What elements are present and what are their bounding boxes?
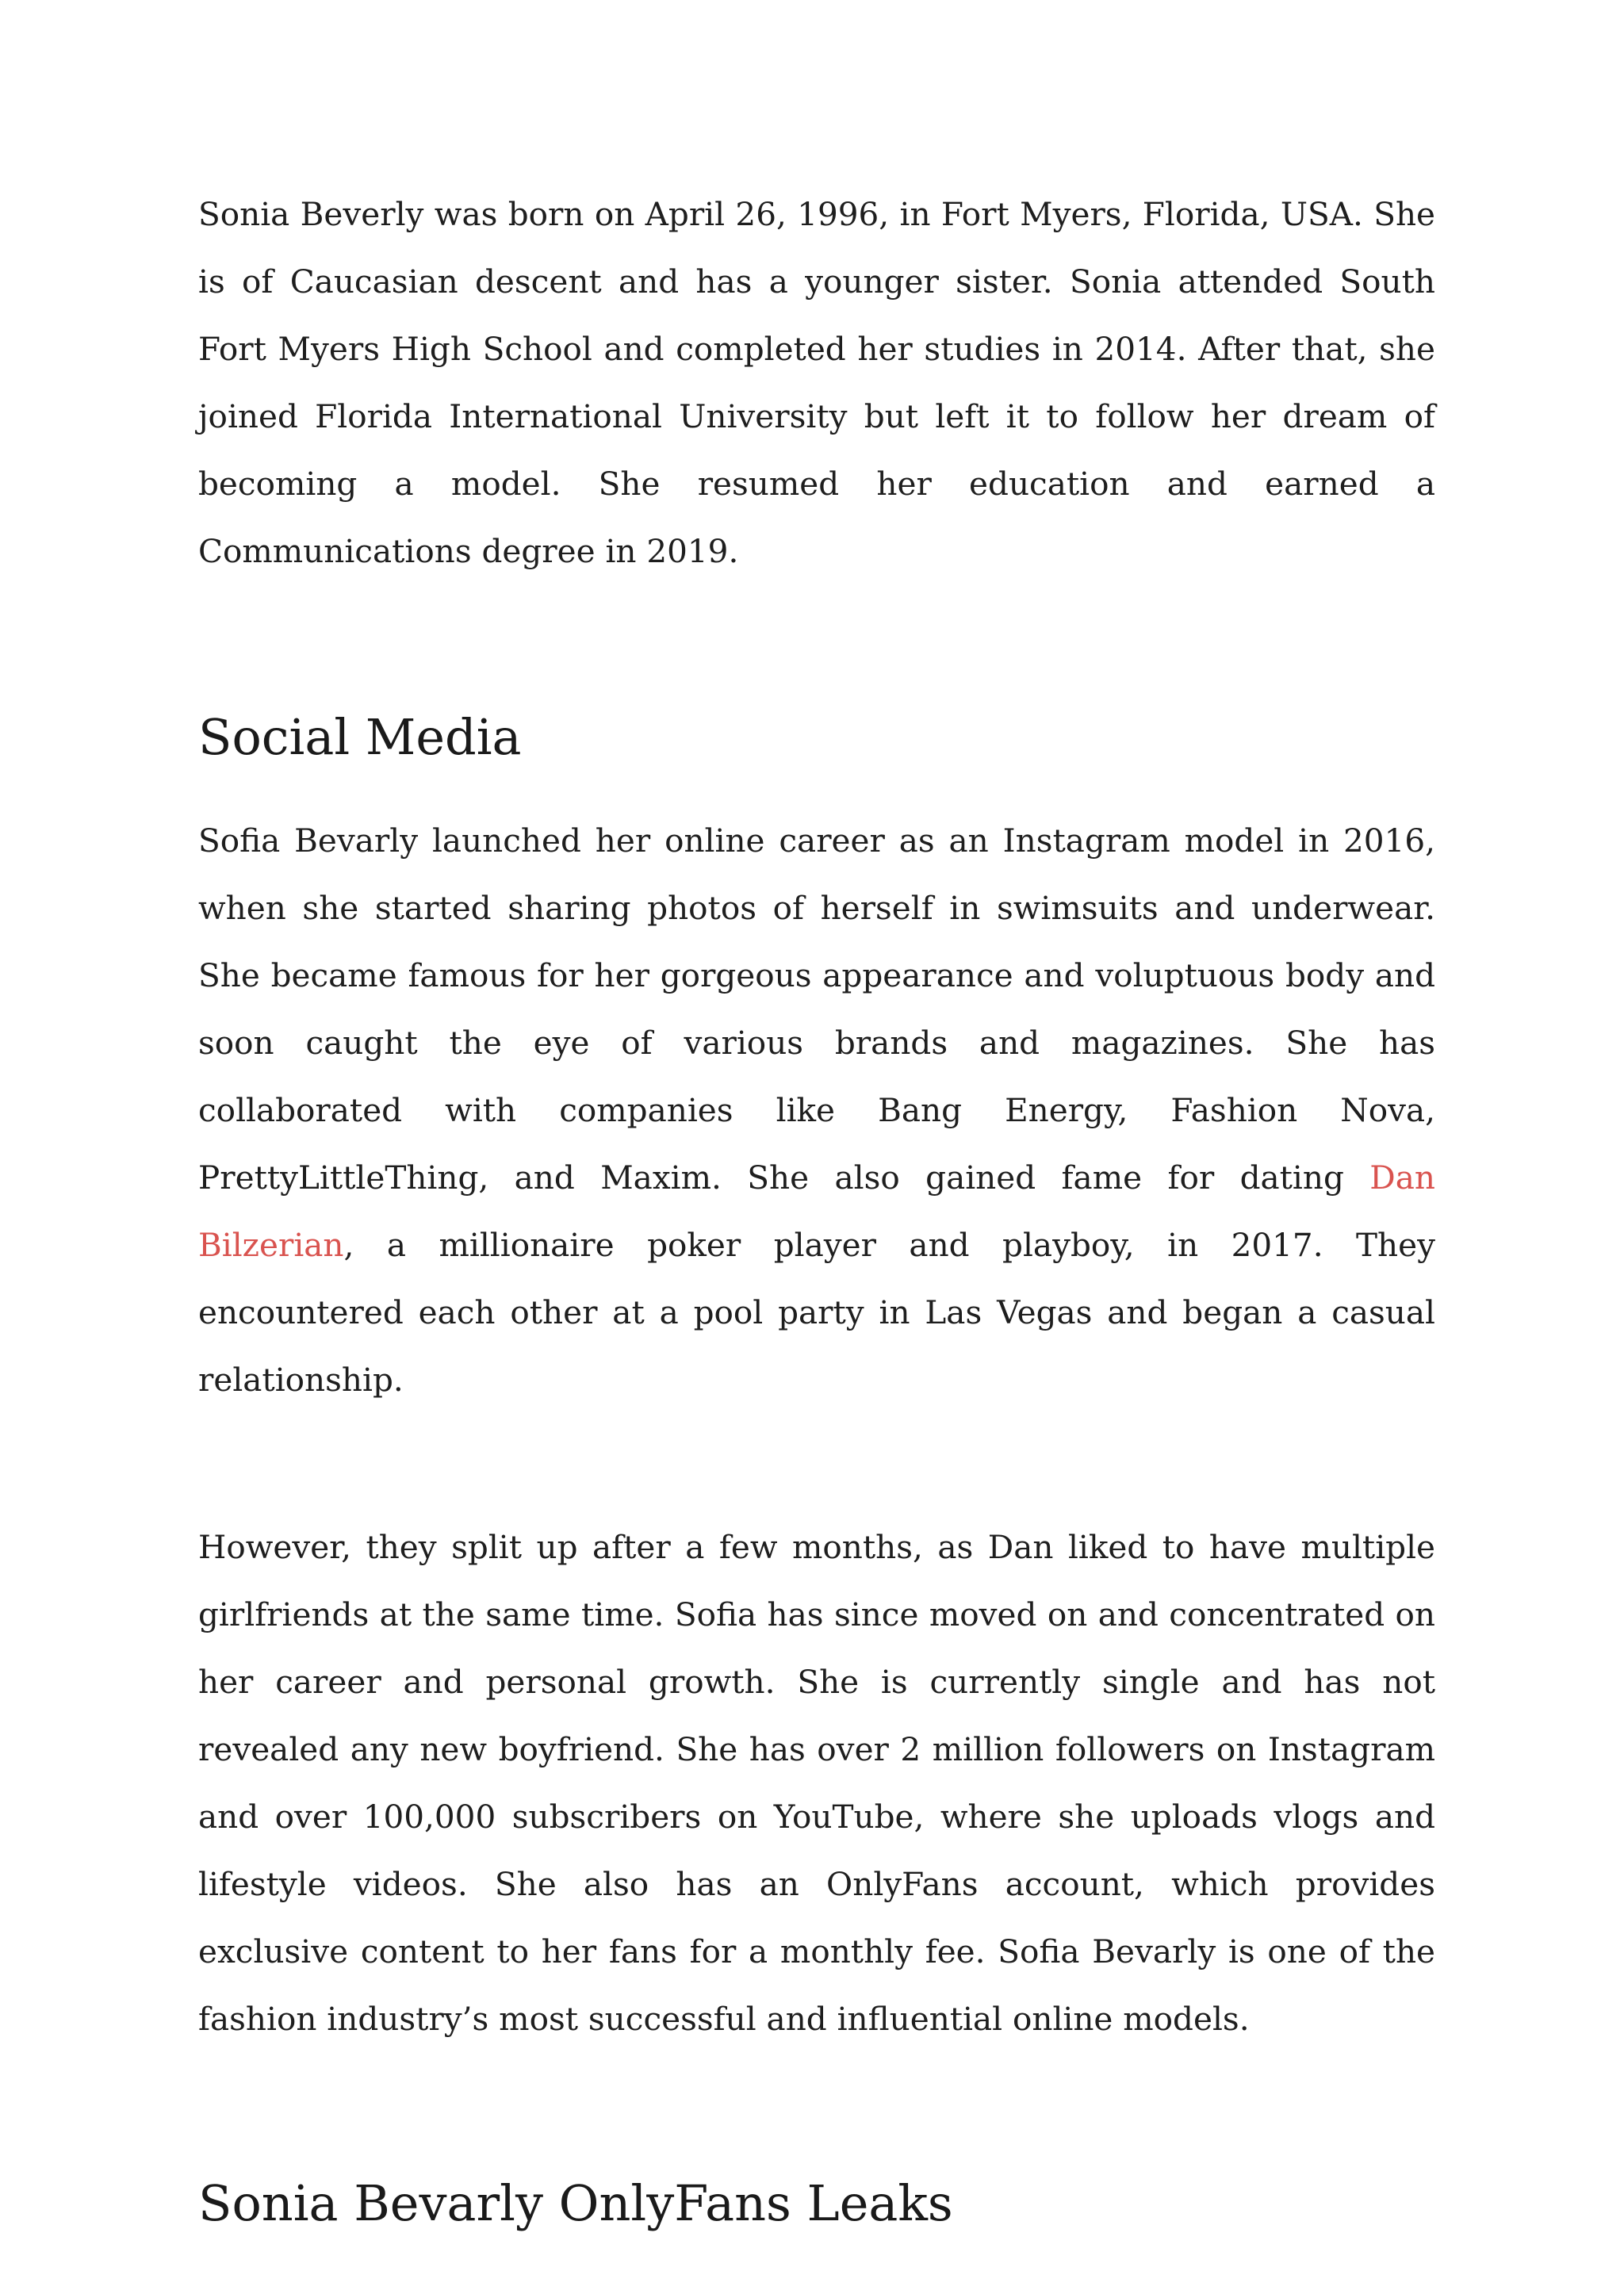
article-body [198,181,1435,2235]
intro-paragraph: Sonia Beverly was born on April 26, 1996, in Fort Myers, Florida, USA. She is of Caucasian descent and has a younger sister. Sonia attended South Fort Myers High School and completed her studies in 2014. After that, she joined Florida International University but left it to follow her dream of becoming a model. She resumed her education and earned a Communications degree in 2019. [198,195,1435,570]
social-media-paragraph-1-start: Sofia Bevarly launched her online career as an Instagram model in 2016, when she started sharing photos of herself in swimsuits and underwear. She became famous for her gorgeous appearance and voluptuous body and soon caught the eye of various brands and magazines. She has collaborated with companies like Bang Energy, Fashion Nova, PrettyLittleThing, and Maxim. She also gained fame for dating [198,821,1435,1197]
social-media-paragraph-1-end: , a millionaire poker player and playboy, in 2017. They encountered each other at a pool party in Las Vegas and began a casual relationship. [198,1226,1435,1399]
social-media-heading: Social Media [198,708,522,766]
dan-bilzerian-link[interactable]: Dan Bilzerian [198,1158,1435,1264]
social-media-paragraph-2: However, they split up after a few months, as Dan liked to have multiple girlfriends at the same time. Sofia has since moved on and concentrated on her career and personal growth. She is currently single and has not revealed any new boyfriend. She has over 2 million followers on Instagram and over 100,000 subscribers on YouTube, where she uploads vlogs and lifestyle videos. She also has an OnlyFans account, which provides exclusive content to her fans for a monthly fee. Sofia Bevarly is one of the fashion industry’s most successful and influential online models. [198,1528,1435,2038]
social-media-paragraph-1 [198,807,1435,1414]
onlyfans-leaks-heading: Sonia Bevarly OnlyFans Leaks [198,2174,953,2232]
